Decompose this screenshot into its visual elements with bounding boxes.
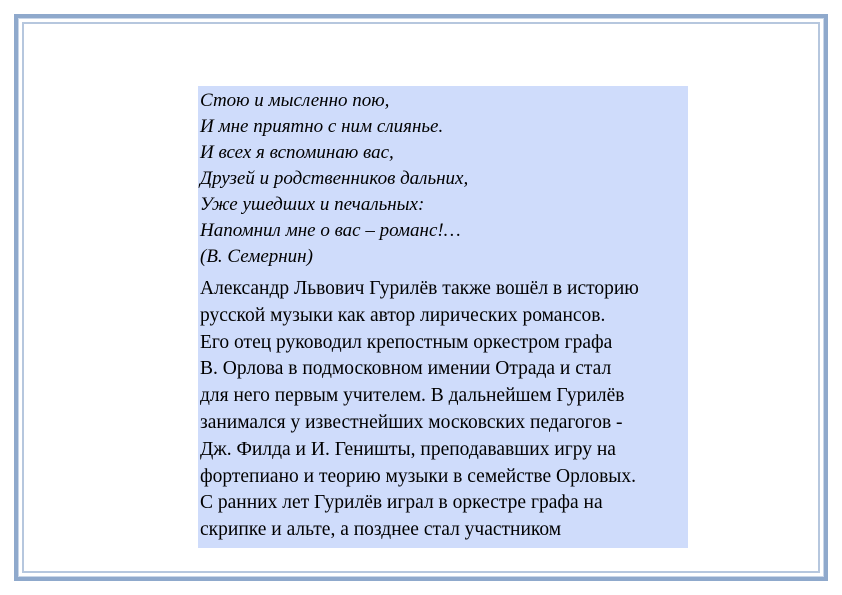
paragraph-line: занимался у известнейших московских педагогов -: [200, 411, 623, 433]
paragraph-line: С ранних лет Гурилёв играл в оркестре графа на: [200, 492, 603, 514]
poem-line: Стою и мысленно пою,: [200, 90, 390, 111]
poem-line: И всех я вспоминаю вас,: [200, 142, 394, 163]
poem-stanza: [200, 88, 686, 270]
poem-line: И мне приятно с ним слиянье.: [200, 116, 444, 137]
poem-line: Уже ушедших и печальных:: [200, 194, 425, 215]
poem-line: Друзей и родственников дальних,: [200, 168, 469, 189]
paragraph-line: скрипке и альте, а позднее стал участником: [200, 519, 562, 541]
biography-paragraph: [200, 276, 686, 544]
poem-line: Напомнил мне о вас – романс!…: [200, 220, 461, 241]
paragraph-line: фортепиано и теорию музыки в семействе Орловых.: [200, 465, 637, 487]
paragraph-line: Дж. Филда и И. Геништы, преподававших игру на: [200, 438, 616, 460]
paragraph-line: для него первым учителем. В дальнейшем Гурилёв: [200, 385, 625, 407]
slide-text-block: [198, 86, 688, 548]
paragraph-line: В. Орлова в подмосковном имении Отрада и стал: [200, 358, 612, 380]
paragraph-line: Александр Львович Гурилёв также вошёл в историю: [200, 278, 639, 299]
poem-author: (В. Семернин): [200, 246, 313, 267]
paragraph-line: русской музыки как автор лирических романсов.: [200, 304, 606, 326]
paragraph-line: Его отец руководил крепостным оркестром графа: [200, 331, 613, 353]
